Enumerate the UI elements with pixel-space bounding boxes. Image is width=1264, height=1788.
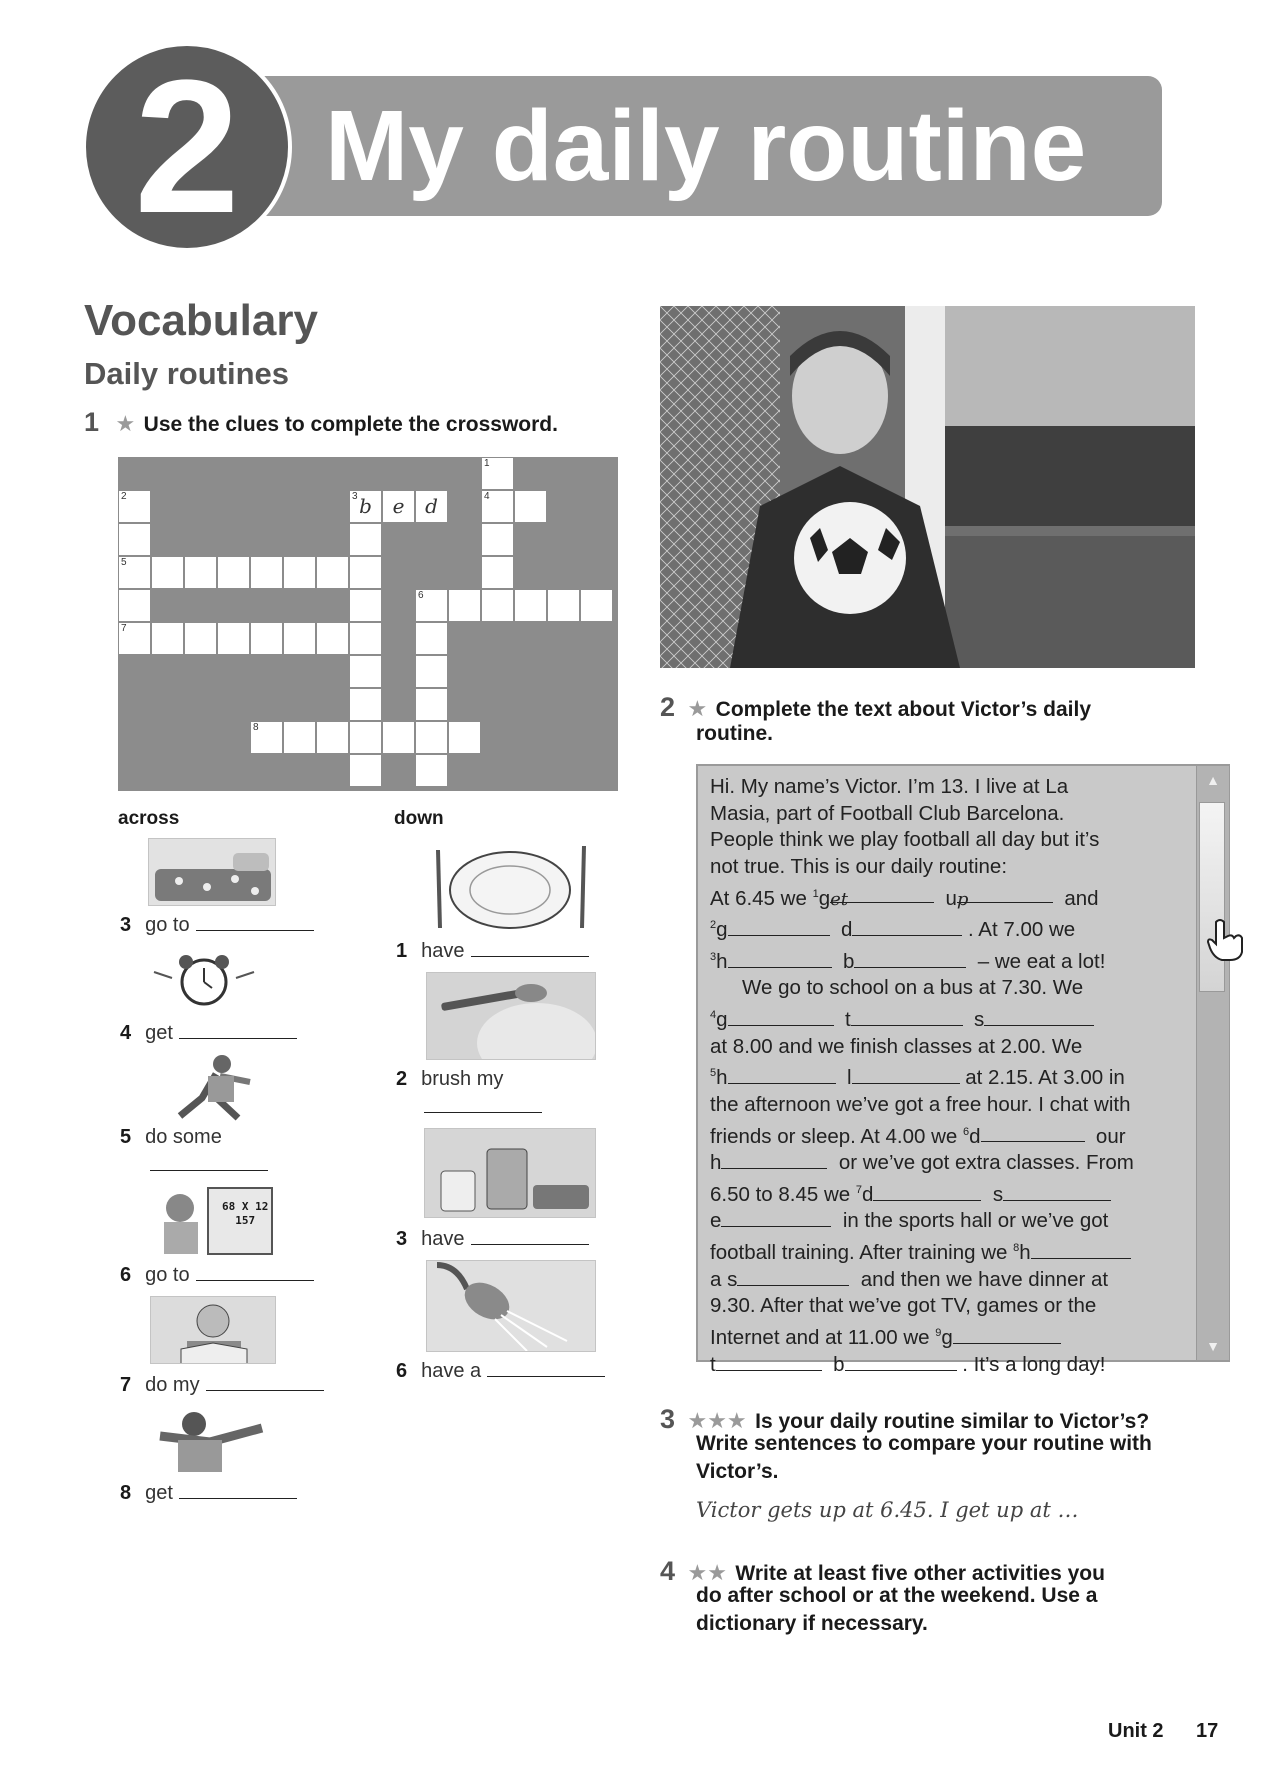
star-icon: ★★: [687, 1560, 727, 1585]
crossword-cell[interactable]: [118, 622, 151, 655]
bed-picture: [148, 838, 276, 906]
answer-blank[interactable]: [854, 951, 966, 968]
across-heading: across: [118, 808, 180, 829]
crossword-cell[interactable]: [184, 622, 217, 655]
down-clue-6: 6 have a: [396, 1358, 605, 1383]
exercise-3-heading: [660, 1404, 1149, 1435]
alarm-clock-picture: [148, 950, 260, 1014]
answer-blank[interactable]: [721, 1210, 831, 1227]
star-icon: ★: [115, 411, 136, 436]
crossword-cell[interactable]: [349, 655, 382, 688]
answer-blank[interactable]: [206, 1372, 324, 1391]
exercise-instruction: Complete the text about Victor’s daily: [715, 698, 1092, 721]
answer-blank[interactable]: [1031, 1242, 1131, 1259]
classroom-picture: [150, 1186, 276, 1258]
crossword-cell[interactable]: [217, 556, 250, 589]
board-text: 68 X 12 157: [222, 1200, 269, 1227]
exercise-instruction-cont: do after school or at the weekend. Use a: [696, 1584, 1098, 1607]
clue-number: 4: [484, 491, 490, 502]
crossword-cell[interactable]: [118, 589, 151, 622]
answer-blank[interactable]: [150, 1152, 268, 1171]
down-clue-3: 3 have: [396, 1226, 589, 1251]
crossword-cell[interactable]: [217, 622, 250, 655]
crossword-letter: b: [359, 494, 372, 518]
answer-blank[interactable]: [984, 1009, 1094, 1026]
running-boy-picture: [150, 1054, 270, 1122]
star-icon: ★★★: [687, 1408, 747, 1433]
exercise-instruction-cont: Victor’s.: [696, 1460, 779, 1483]
getting-dressed-picture: [150, 1406, 276, 1474]
crossword-grid: [118, 457, 618, 791]
crossword-cell[interactable]: [481, 523, 514, 556]
scroll-down-icon[interactable]: ▼: [1206, 1338, 1220, 1354]
answer-blank[interactable]: [728, 1067, 836, 1084]
crossword-cell[interactable]: [316, 556, 349, 589]
brushing-teeth-picture: [426, 972, 596, 1060]
crossword-cell[interactable]: [448, 721, 481, 754]
clue-number: 3: [352, 491, 358, 502]
crossword-cell[interactable]: [349, 622, 382, 655]
example-sentence: Victor gets up at 6.45. I get up at …: [696, 1498, 1079, 1522]
crossword-letter: e: [392, 494, 405, 518]
across-clue-6: 6 go to: [120, 1262, 314, 1287]
down-heading: down: [394, 808, 444, 829]
answer-blank[interactable]: [873, 1184, 981, 1201]
crossword-cell[interactable]: [415, 490, 448, 523]
answer-blank[interactable]: p: [957, 886, 1053, 903]
crossword-cell[interactable]: [349, 556, 382, 589]
answer-blank[interactable]: [728, 1009, 834, 1026]
exercise-number: 1: [84, 407, 100, 437]
answer-blank[interactable]: [1003, 1184, 1111, 1201]
crossword-cell[interactable]: [118, 523, 151, 556]
exercise-4-heading: [660, 1556, 1105, 1587]
answer-blank[interactable]: [845, 1354, 957, 1371]
exercise-number: 2: [660, 692, 676, 722]
answer-blank[interactable]: [981, 1125, 1085, 1142]
crossword-cell[interactable]: [547, 589, 580, 622]
across-clue-8: 8 get: [120, 1480, 297, 1505]
shower-picture: [426, 1260, 596, 1352]
footer-unit: Unit 2: [1108, 1720, 1164, 1742]
answer-blank[interactable]: [487, 1358, 605, 1377]
down-clue-2: 2 brush my: [396, 1068, 504, 1090]
crossword-cell[interactable]: [415, 688, 448, 721]
crossword-cell[interactable]: [118, 556, 151, 589]
section-heading: Vocabulary: [84, 296, 318, 345]
exercise-number: 3: [660, 1404, 676, 1434]
clue-number: 2: [121, 491, 127, 502]
clue-number: 5: [121, 557, 127, 568]
crossword-cell[interactable]: [316, 721, 349, 754]
crossword-cell[interactable]: [349, 589, 382, 622]
crossword-cell[interactable]: [250, 556, 283, 589]
across-clue-7: 7 do my: [120, 1372, 324, 1397]
section-subheading: Daily routines: [84, 356, 289, 391]
answer-blank[interactable]: et: [830, 886, 934, 903]
crossword-cell[interactable]: [283, 556, 316, 589]
crossword-cell[interactable]: [481, 589, 514, 622]
crossword-cell[interactable]: [481, 457, 514, 490]
down-clue-1: 1 have: [396, 938, 589, 963]
reading-boy-picture: [150, 1296, 276, 1364]
unit-number: 2: [134, 41, 240, 253]
crossword-cell[interactable]: [283, 622, 316, 655]
exercise-number: 4: [660, 1556, 676, 1586]
star-icon: ★: [687, 696, 708, 721]
clue-number: 1: [484, 458, 490, 469]
answer-blank[interactable]: [728, 919, 830, 936]
crossword-cell[interactable]: [316, 622, 349, 655]
crossword-cell[interactable]: [415, 655, 448, 688]
clue-number: 8: [253, 722, 259, 733]
crossword-cell[interactable]: [481, 490, 514, 523]
crossword-cell[interactable]: [514, 490, 547, 523]
exercise-1-heading: [84, 407, 558, 438]
answer-blank[interactable]: [852, 919, 962, 936]
answer-blank[interactable]: [716, 1354, 822, 1371]
crossword-cell[interactable]: [415, 622, 448, 655]
page-title: My daily routine: [325, 90, 1087, 202]
crossword-cell[interactable]: [184, 556, 217, 589]
crossword-cell[interactable]: [382, 721, 415, 754]
exercise-instruction: Is your daily routine similar to Victor’s?: [755, 1410, 1150, 1433]
answer-blank[interactable]: [737, 1269, 849, 1286]
crossword-cell[interactable]: [481, 556, 514, 589]
answer-blank[interactable]: [179, 1020, 297, 1039]
answer-blank[interactable]: [851, 1009, 963, 1026]
crossword-cell[interactable]: [349, 754, 382, 787]
crossword-letter: d: [425, 494, 438, 518]
plate-picture: [426, 842, 594, 932]
clue-number: 7: [121, 623, 127, 634]
exercise-instruction-cont: dictionary if necessary.: [696, 1612, 928, 1635]
across-clue-4: 4 get: [120, 1020, 297, 1045]
crossword-cell[interactable]: [349, 721, 382, 754]
victor-text: Hi. My name’s Victor. I’m 13. I live at La Masia, part of Football Club Barcelona. People think we play football all day but it’s not true. This is our daily routine: At 6.45 we $^1$get up and $^2$g d . At 7.00 we $^3$h b – we eat a lot! We go to school on a bus at 7.30. We $^4$g t s at 8.00 and we finish classes at 2.00. We $^5$h l at 2.15. At 3.00 in the afternoon we’ve got a free hour. I chat with friends or sleep. At 4.00 we $^6$d our h or we’ve got extra classes. From 6.50 to 8.45 we $^7$d s e in the sports hall or we’ve got football training. After training we $^8$h a s and then we have dinner at 9.30. After that we’ve got TV, games or the Internet and at 11.00 we $^9$g t b . It’s a long day!: [710, 775, 1134, 1376]
hand-cursor-icon: [1206, 918, 1246, 967]
crossword-cell[interactable]: [118, 490, 151, 523]
crossword-cell[interactable]: [283, 721, 316, 754]
answer-blank[interactable]: [728, 951, 832, 968]
exercise-instruction-cont: routine.: [696, 722, 773, 745]
exercise-2-heading: [660, 692, 1091, 723]
answer-blank[interactable]: [471, 1226, 589, 1245]
crossword-cell[interactable]: [415, 721, 448, 754]
exercise-instruction-cont: Write sentences to compare your routine with: [696, 1432, 1152, 1455]
crossword-cell[interactable]: [151, 556, 184, 589]
crossword-cell[interactable]: [415, 754, 448, 787]
crossword-cell[interactable]: [349, 523, 382, 556]
crossword-cell[interactable]: [250, 622, 283, 655]
across-clue-3: 3 go to: [120, 912, 314, 937]
answer-blank[interactable]: [424, 1094, 542, 1113]
answer-blank[interactable]: [179, 1480, 297, 1499]
exercise-instruction: Write at least five other activities you: [735, 1562, 1105, 1585]
answer-blank[interactable]: [471, 938, 589, 957]
crossword-cell[interactable]: [448, 589, 481, 622]
answer-blank[interactable]: [196, 1262, 314, 1281]
answer-line: [424, 1094, 542, 1118]
victor-photo: [660, 306, 1195, 668]
clue-number: 6: [418, 590, 424, 601]
page-number: 17: [1196, 1720, 1219, 1742]
scroll-up-icon[interactable]: ▲: [1206, 772, 1220, 788]
crossword-cell[interactable]: [349, 688, 382, 721]
crossword-cell[interactable]: [382, 490, 415, 523]
crossword-cell[interactable]: [415, 589, 448, 622]
crossword-cell[interactable]: [580, 589, 613, 622]
answer-blank[interactable]: [196, 912, 314, 931]
crossword-cell[interactable]: [514, 589, 547, 622]
answer-blank[interactable]: [953, 1327, 1061, 1344]
crossword-cell[interactable]: [250, 721, 283, 754]
answer-blank[interactable]: [721, 1152, 827, 1169]
breakfast-picture: [424, 1128, 596, 1218]
answer-blank[interactable]: [852, 1067, 960, 1084]
crossword-cell[interactable]: [349, 490, 382, 523]
exercise-instruction: Use the clues to complete the crossword.: [143, 413, 558, 436]
answer-line: [150, 1152, 268, 1176]
crossword-cell[interactable]: [151, 622, 184, 655]
across-clue-5: 5 do some: [120, 1126, 222, 1148]
